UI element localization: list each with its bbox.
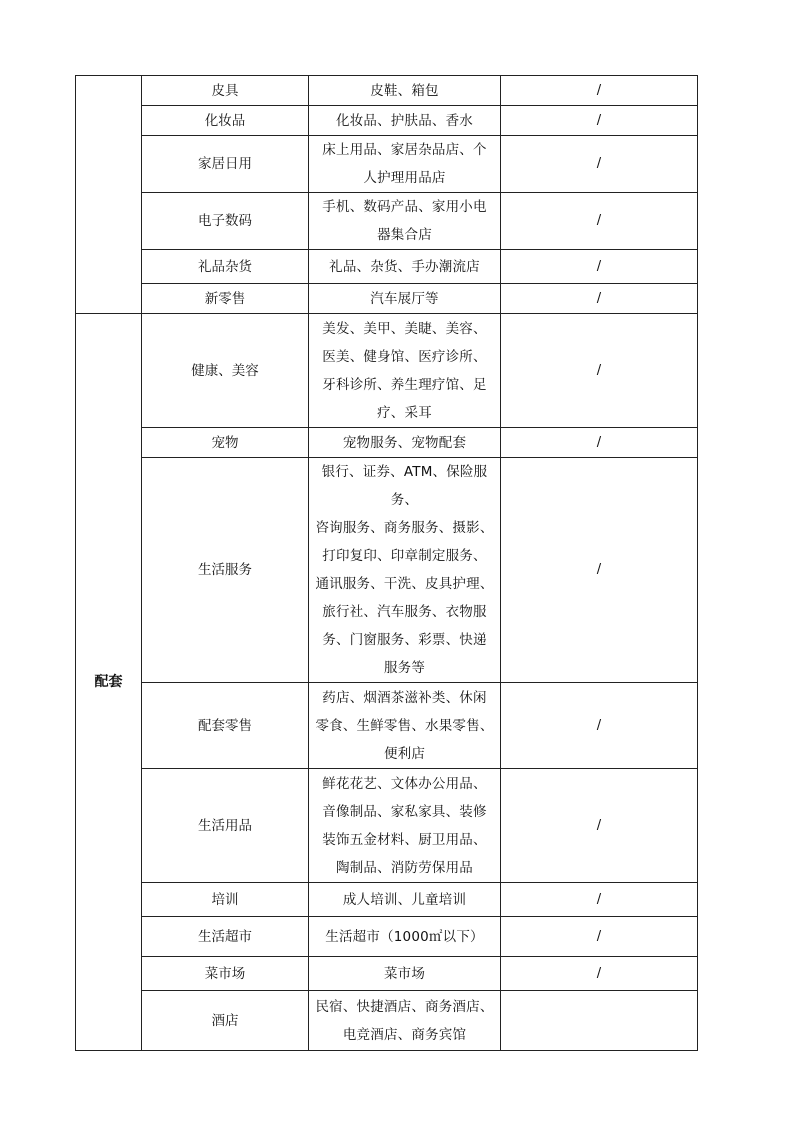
business-content-cell: 礼品、杂货、手办潮流店	[309, 250, 501, 284]
business-type-cell: 家居日用	[142, 136, 309, 193]
business-content-cell: 鲜花花艺、文体办公用品、 音像制品、家私家具、装修 装饰五金材料、厨卫用品、 陶制品、消防劳保用品	[309, 769, 501, 883]
business-type-cell: 新零售	[142, 284, 309, 314]
business-content-cell: 化妆品、护肤品、香水	[309, 106, 501, 136]
table-row	[76, 284, 698, 314]
business-type-cell: 酒店	[142, 991, 309, 1051]
business-content-cell: 床上用品、家居杂品店、个 人护理用品店	[309, 136, 501, 193]
table-row	[76, 683, 698, 769]
remark-cell: /	[501, 193, 698, 250]
business-content-cell: 手机、数码产品、家用小电 器集合店	[309, 193, 501, 250]
remark-cell: /	[501, 428, 698, 458]
remark-cell: /	[501, 769, 698, 883]
business-content-cell: 民宿、快捷酒店、商务酒店、 电竞酒店、商务宾馆	[309, 991, 501, 1051]
business-content-cell: 成人培训、儿童培训	[309, 883, 501, 917]
business-content-cell: 皮鞋、箱包	[309, 76, 501, 106]
category-group-cell: 配套	[76, 314, 142, 1051]
remark-cell: /	[501, 458, 698, 683]
table-body	[76, 76, 698, 1051]
remark-cell: /	[501, 136, 698, 193]
business-type-cell: 健康、美容	[142, 314, 309, 428]
business-content-cell: 生活超市（1000㎡以下）	[309, 917, 501, 957]
remark-cell: /	[501, 683, 698, 769]
remark-cell: /	[501, 250, 698, 284]
table-row	[76, 428, 698, 458]
business-type-cell: 生活服务	[142, 458, 309, 683]
business-type-cell: 配套零售	[142, 683, 309, 769]
table-row	[76, 917, 698, 957]
business-type-cell: 电子数码	[142, 193, 309, 250]
remark-cell: /	[501, 314, 698, 428]
business-type-cell: 礼品杂货	[142, 250, 309, 284]
business-content-cell: 宠物服务、宠物配套	[309, 428, 501, 458]
category-group-cell	[76, 76, 142, 314]
business-content-cell: 美发、美甲、美睫、美容、 医美、健身馆、医疗诊所、 牙科诊所、养生理疗馆、足 疗、采耳	[309, 314, 501, 428]
remark-cell: /	[501, 883, 698, 917]
business-content-cell: 汽车展厅等	[309, 284, 501, 314]
remark-cell: /	[501, 284, 698, 314]
table-row	[76, 136, 698, 193]
table-row	[76, 250, 698, 284]
table-row	[76, 106, 698, 136]
remark-cell	[501, 991, 698, 1051]
business-type-cell: 生活用品	[142, 769, 309, 883]
remark-cell: /	[501, 957, 698, 991]
table-row	[76, 314, 698, 428]
table-row	[76, 458, 698, 683]
remark-cell: /	[501, 76, 698, 106]
business-type-cell: 宠物	[142, 428, 309, 458]
table-row	[76, 193, 698, 250]
business-type-table	[75, 75, 698, 1051]
table-row	[76, 769, 698, 883]
table-row	[76, 957, 698, 991]
business-type-cell: 化妆品	[142, 106, 309, 136]
table-row	[76, 883, 698, 917]
business-type-cell: 培训	[142, 883, 309, 917]
table-row	[76, 76, 698, 106]
business-content-cell: 菜市场	[309, 957, 501, 991]
remark-cell: /	[501, 106, 698, 136]
remark-cell: /	[501, 917, 698, 957]
business-type-cell: 菜市场	[142, 957, 309, 991]
business-content-cell: 银行、证券、ATM、保险服务、 咨询服务、商务服务、摄影、 打印复印、印章制定服务、 通讯服务、干洗、皮具护理、 旅行社、汽车服务、衣物服 务、门窗服务、彩票、快递 服务等	[309, 458, 501, 683]
table-row	[76, 991, 698, 1051]
business-type-cell: 皮具	[142, 76, 309, 106]
business-type-cell: 生活超市	[142, 917, 309, 957]
business-content-cell: 药店、烟酒茶滋补类、休闲 零食、生鲜零售、水果零售、 便利店	[309, 683, 501, 769]
